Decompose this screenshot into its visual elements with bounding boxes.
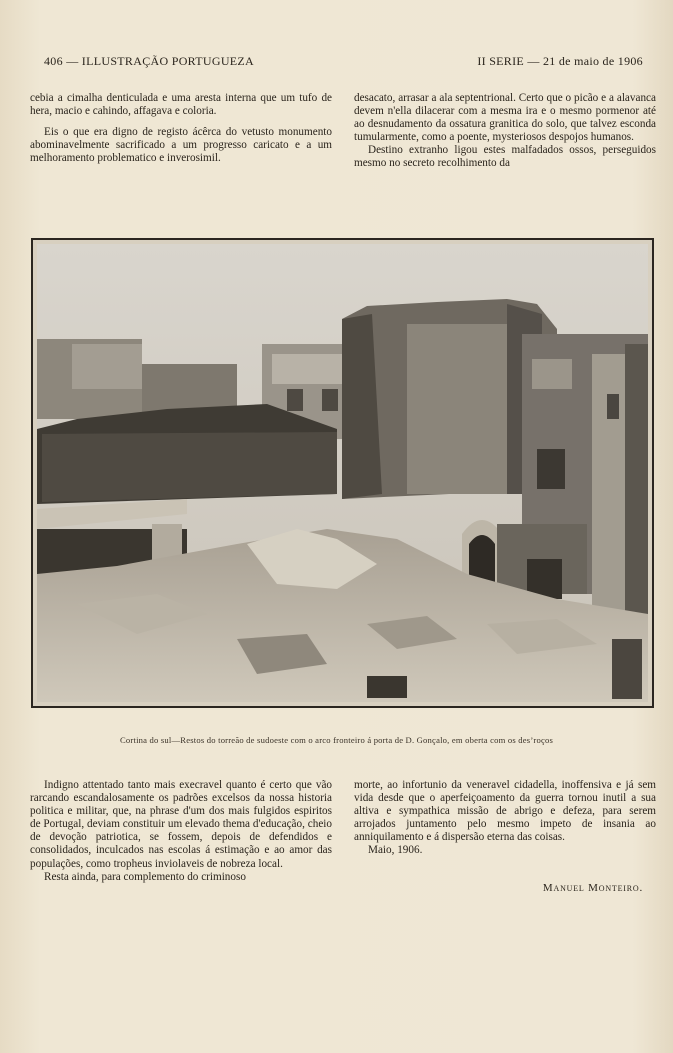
text-column-bottom-left	[30, 779, 332, 884]
paragraph: Destino extranho ligou estes malfadados ossos, perseguidos mesmo no secreto recolhimento da	[354, 144, 656, 170]
paragraph: cebia a cimalha denticulada e uma aresta interna que um tufo de hera, macio e cahindo, affagava e coloria.	[30, 92, 332, 118]
author-signature: Manuel Monteiro.	[542, 882, 643, 894]
header-page-title: 406 — ILLUSTRAÇÃO PORTUGUEZA	[44, 54, 255, 68]
dateline: Maio, 1906.	[368, 844, 423, 857]
photograph-ruins	[31, 238, 654, 708]
paragraph: morte, ao infortunio da veneravel cidadella, inoffensiva e já sem vida desde que o aperfeiçoamento da guerra tornou inutil a sua altiva e sympathica missão de abrigo e defeza, para serem arrojados juntamento pelo mesmo impeto de insania ao anniquilamento e á dispersão eterna das coisas.	[354, 779, 656, 844]
photo-caption: Cortina do sul—Restos do torreão de sudoeste com o arco fronteiro á porta de D. Gonçalo, em oberta com os des’roços	[120, 735, 553, 745]
paragraph: desacato, arrasar a ala septentrional. Certo que o picão e a alavanca devem n'ella dilacerar com a mesma ira e o mesmo pormenor até ao desnudamento da ossatura granitica do solo, que talvez esconda tumularmente, como a poente, mysteriosos despojos humanos.	[354, 92, 656, 144]
paragraph: Resta ainda, para complemento do criminoso	[44, 870, 246, 883]
text-column-bottom-right	[354, 779, 656, 858]
page-header	[44, 54, 643, 70]
text-column-top-left	[30, 92, 332, 165]
paragraph: Eis o que era digno de registo ácêrca do vetusto monumento abominavelmente sacrificado a um progresso caricato e a um melhoramento problematico e inverosimil.	[30, 126, 332, 165]
paragraph: Indigno attentado tanto mais execravel quanto é certo que vão rarcando escandalosamente os padrões excelsos da nossa historia politica e militar, que, na phrase d'um dos mais fulgidos espiritos de Portugal, deviam constituir um elevado thema d'educação, cheio de devoção patriotica, se fossem, depois de defendidos e consolidados, inculcados nas escolas á estimação e ao amor das populações, como tropheus inviolaveis de nobreza local.	[30, 779, 332, 870]
text-column-top-right	[354, 92, 656, 171]
ruins-photo-image	[37, 244, 648, 702]
header-issue-date: II SERIE — 21 de maio de 1906	[477, 54, 643, 68]
